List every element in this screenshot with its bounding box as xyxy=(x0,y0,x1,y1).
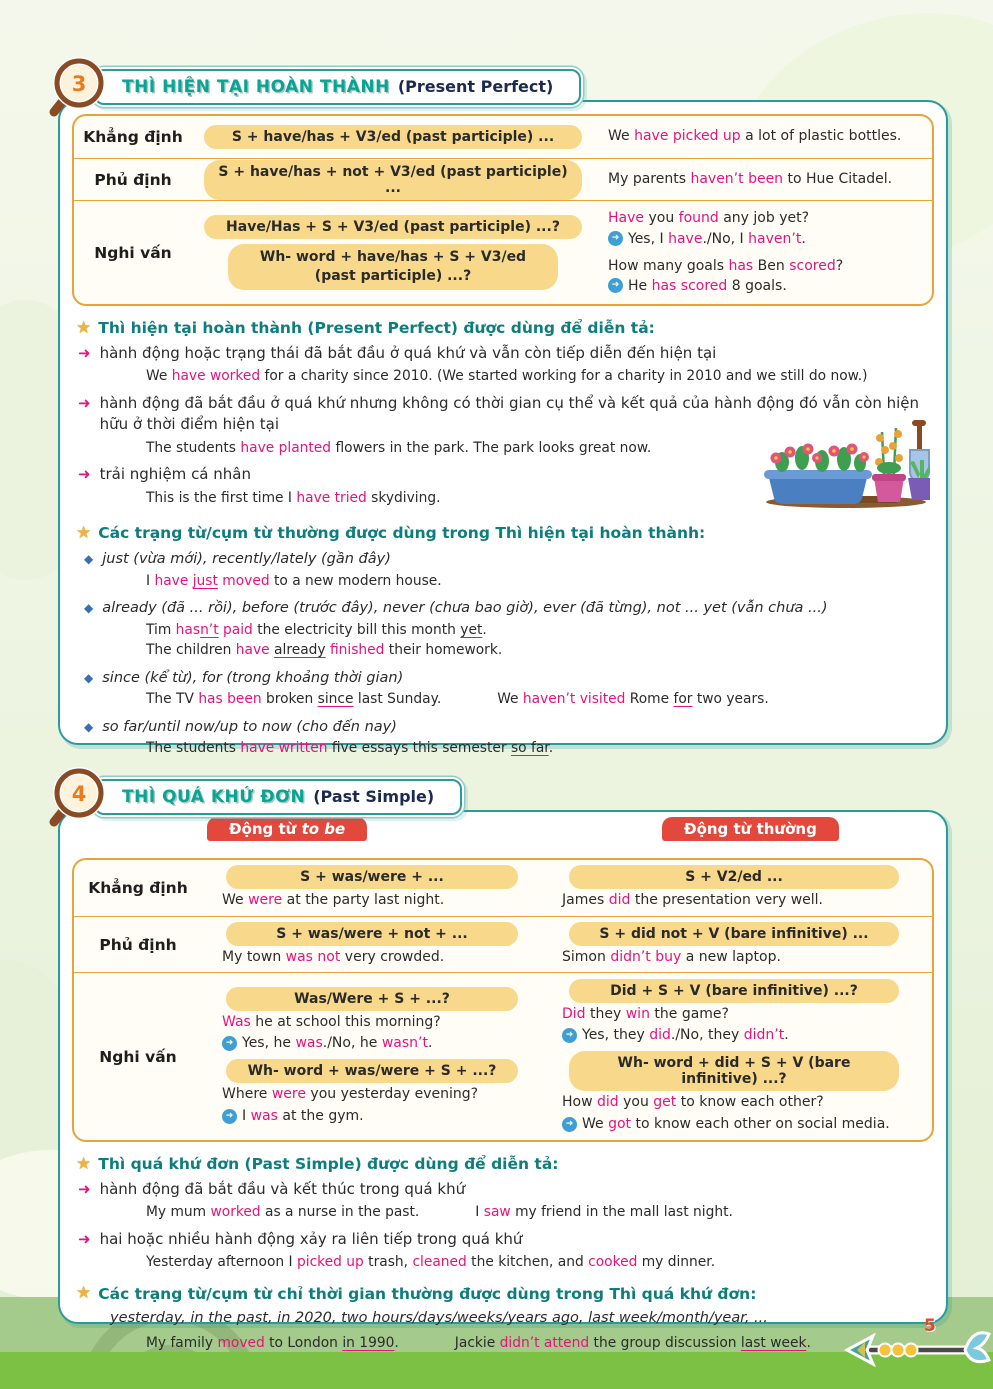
answer-line xyxy=(206,1105,538,1127)
formula-pill: Did + S + V (bare infinitive) ...? xyxy=(569,979,900,1003)
formula-pill: Wh- word + was/were + S + ...? xyxy=(226,1059,518,1083)
adverb-example: I have just moved to a new modern house. xyxy=(146,572,442,589)
svg-text:3: 3 xyxy=(71,72,87,96)
diamond-bullet-icon: ◆ xyxy=(84,601,94,616)
answer-arrow-icon: ➜ xyxy=(562,1117,577,1132)
formula-pill: Was/Were + S + ...? xyxy=(226,987,518,1011)
usage-example: The students have planted flowers in the park. The park looks great now. xyxy=(146,439,652,456)
question-text: Was he at school this morning? xyxy=(222,1013,441,1030)
adverbs-heading xyxy=(76,1285,934,1303)
adverb-example: The TV has been broken since last Sunday. xyxy=(146,691,442,708)
usage-example: Yesterday afternoon I picked up trash, cleaned the kitchen, and cooked my dinner. xyxy=(146,1254,716,1271)
row-label: Phủ định xyxy=(99,935,177,954)
row-label: Nghi vấn xyxy=(94,243,172,262)
row-label: Nghi vấn xyxy=(99,1047,177,1066)
adverb-item xyxy=(84,598,934,618)
adverb-example: My family moved to London in 1990. xyxy=(146,1334,399,1351)
answer-arrow-icon: ➜ xyxy=(222,1109,237,1124)
usage-point xyxy=(78,343,934,364)
example-text: My town was not very crowded. xyxy=(222,948,445,965)
column-badge-to-be: Động từ to be xyxy=(207,817,367,841)
arrow-bullet-icon: ➜ xyxy=(78,1180,91,1198)
example-text: Simon didn’t buy a new laptop. xyxy=(562,948,781,965)
adverb-item xyxy=(84,668,934,688)
answer-line xyxy=(608,276,922,296)
question-text: How did you get to know each other? xyxy=(562,1094,824,1110)
section3-subtitle: (Present Perfect) xyxy=(397,77,554,96)
magnifier-icon xyxy=(48,56,110,118)
arrow-decoration xyxy=(843,1322,991,1378)
formula-pill: S + have/has + not + V3/ed (past participle) ... xyxy=(204,160,582,200)
usage-example: This is the first time I have tried skydiving. xyxy=(146,489,441,506)
answer-arrow-icon: ➜ xyxy=(608,231,623,246)
example-text: We were at the party last night. xyxy=(222,892,445,909)
table-row-affirmative xyxy=(74,116,932,158)
table-row-interrogative xyxy=(74,972,932,1140)
answer-line xyxy=(206,1032,538,1054)
section3-header xyxy=(48,56,581,118)
star-icon: ★ xyxy=(76,522,92,543)
adverb-label: just (vừa mới), recently/lately (gần đây) xyxy=(102,551,391,568)
usage-point-text: hành động hoặc trạng thái đã bắt đầu ở quá khứ và vẫn còn tiếp diễn đến hiện tại xyxy=(99,344,717,362)
answer-line xyxy=(546,1024,922,1046)
usage-heading xyxy=(76,319,934,337)
adverb-example: The children have already finished their homework. xyxy=(146,642,503,659)
question-text: Have you found any job yet? xyxy=(608,210,810,227)
answer-line xyxy=(546,1113,922,1135)
past-simple-table xyxy=(72,858,934,1142)
svg-text:4: 4 xyxy=(71,782,87,806)
example-text: James did the presentation very well. xyxy=(562,892,823,909)
answer-arrow-icon: ➜ xyxy=(562,1028,577,1043)
adverb-item xyxy=(84,549,934,569)
adverb-example-pair xyxy=(72,689,934,710)
formula-pill: S + V2/ed ... xyxy=(569,865,900,889)
formula-pill: S + have/has + V3/ed (past participle) ... xyxy=(204,125,582,149)
answer-text: He has scored 8 goals. xyxy=(628,278,787,295)
question-text: How many goals has Ben scored? xyxy=(608,258,844,274)
magnifier-icon xyxy=(48,766,110,828)
adverb-label: so far/until now/up to now (cho đến nay) xyxy=(102,718,397,735)
usage-heading xyxy=(76,1155,934,1173)
adverb-label: since (kể từ), for (trong khoảng thời gian) xyxy=(102,669,404,686)
arrow-bullet-icon: ➜ xyxy=(78,393,91,412)
formula-pill: Wh- word + did + S + V (bare infinitive) ...? xyxy=(569,1051,900,1091)
formula-pill: S + did not + V (bare infinitive) ... xyxy=(569,922,900,946)
formula-pill: S + was/were + not + ... xyxy=(226,922,518,946)
usage-heading-text: Thì quá khứ đơn (Past Simple) được dùng để diễn tả: xyxy=(98,1155,559,1173)
question-text: Did they win the game? xyxy=(562,1005,729,1022)
usage-point-text: hai hoặc nhiều hành động xảy ra liên tiếp trong quá khứ xyxy=(99,1229,523,1248)
adverb-example: We haven’t visited Rome for two years. xyxy=(497,691,769,708)
table-row-interrogative xyxy=(74,200,932,304)
arrow-bullet-icon: ➜ xyxy=(78,344,91,362)
usage-example: My mum worked as a nurse in the past. xyxy=(146,1204,420,1221)
section4-subtitle: (Past Simple) xyxy=(313,787,435,806)
past-simple-card xyxy=(58,810,948,1351)
table-row-affirmative xyxy=(74,860,932,916)
answer-text: I was at the gym. xyxy=(242,1107,364,1124)
adverb-item xyxy=(84,717,934,737)
adverb-example: The students have written five essays this semester so far. xyxy=(146,740,554,757)
section3-title-badge xyxy=(94,69,581,105)
adverb-label: already (đã ... rồi), before (trước đây), never (chưa bao giờ), ever (đã từng), not ... yet (vẫn chưa ...) xyxy=(102,600,828,617)
answer-text: Yes, I have./No, I haven’t. xyxy=(628,230,806,247)
column-badge-regular-verb: Động từ thường xyxy=(662,817,839,841)
question-text: Where were you yesterday evening? xyxy=(222,1086,479,1102)
usage-example-pair xyxy=(72,1202,934,1223)
present-perfect-card xyxy=(58,100,948,757)
answer-text: Yes, he was./No, he wasn’t. xyxy=(242,1035,433,1052)
usage-example: I saw my friend in the mall last night. xyxy=(475,1204,733,1221)
arrow-bullet-icon: ➜ xyxy=(78,465,91,484)
adverb-example-pair xyxy=(72,1333,934,1354)
usage-point-text: hành động đã bắt đầu ở quá khứ nhưng không có thời gian cụ thể và kết quả của hành động đó vẫn còn hiện hữu ở thời điểm hiện tại xyxy=(99,393,920,434)
table-row-negative xyxy=(74,158,932,200)
formula-pill: Have/Has + S + V3/ed (past participle) ...? xyxy=(204,215,582,239)
example-text: My parents haven’t been to Hue Citadel. xyxy=(608,170,893,187)
adverb-list-line: yesterday, in the past, in 2020, two hours/days/weeks/years ago, last week/month/year, ... xyxy=(110,1309,768,1326)
adverbs-heading-text: Các trạng từ/cụm từ thường được dùng trong Thì hiện tại hoàn thành: xyxy=(98,524,706,543)
usage-point xyxy=(78,1179,934,1200)
adverbs-heading-text: Các trạng từ/cụm từ chỉ thời gian thường được dùng trong Thì quá khứ đơn: xyxy=(98,1284,757,1303)
answer-line xyxy=(608,229,922,249)
diamond-bullet-icon: ◆ xyxy=(84,552,94,567)
adverb-example: Tim hasn’t paid the electricity bill this month yet. xyxy=(146,621,487,638)
present-perfect-table xyxy=(72,114,934,306)
section4-title: THÌ QUÁ KHỨ ĐƠN xyxy=(122,787,306,807)
section4-header xyxy=(48,766,462,828)
star-icon: ★ xyxy=(76,317,92,338)
row-label: Khẳng định xyxy=(83,128,183,146)
section3-title: THÌ HIỆN TẠI HOÀN THÀNH xyxy=(122,77,390,97)
diamond-bullet-icon: ◆ xyxy=(84,719,94,734)
usage-example: We have worked for a charity since 2010. (We started working for a charity in 2010 and we still do now.) xyxy=(146,368,868,385)
diamond-bullet-icon: ◆ xyxy=(84,670,94,685)
formula-pill: Wh- word + have/has + S + V3/ed (past participle) ...? xyxy=(228,244,558,290)
row-label: Phủ định xyxy=(94,170,172,189)
star-icon: ★ xyxy=(76,1153,92,1174)
row-label: Khẳng định xyxy=(88,879,188,897)
arrow-bullet-icon: ➜ xyxy=(78,1229,91,1248)
answer-arrow-icon: ➜ xyxy=(222,1036,237,1051)
usage-point-text: hành động đã bắt đầu và kết thúc trong quá khứ xyxy=(99,1180,466,1198)
table-row-negative xyxy=(74,916,932,972)
usage-point-text: trải nghiệm cá nhân xyxy=(99,465,251,484)
page-number: 5 xyxy=(924,1316,936,1336)
formula-pill: S + was/were + ... xyxy=(226,865,518,889)
answer-arrow-icon: ➜ xyxy=(608,278,623,293)
section4-title-badge xyxy=(94,779,462,815)
answer-text: Yes, they did./No, they didn’t. xyxy=(582,1027,789,1044)
usage-heading-text: Thì hiện tại hoàn thành (Present Perfect) được dùng để diễn tả: xyxy=(98,319,655,337)
garden-illustration xyxy=(762,416,930,508)
usage-point xyxy=(78,1229,934,1250)
adverb-example: Jackie didn’t attend the group discussion last week. xyxy=(454,1334,811,1351)
answer-text: We got to know each other on social media. xyxy=(582,1115,890,1132)
star-icon: ★ xyxy=(76,1283,92,1304)
adverbs-heading xyxy=(76,524,934,542)
example-text: We have picked up a lot of plastic bottles. xyxy=(608,128,902,145)
